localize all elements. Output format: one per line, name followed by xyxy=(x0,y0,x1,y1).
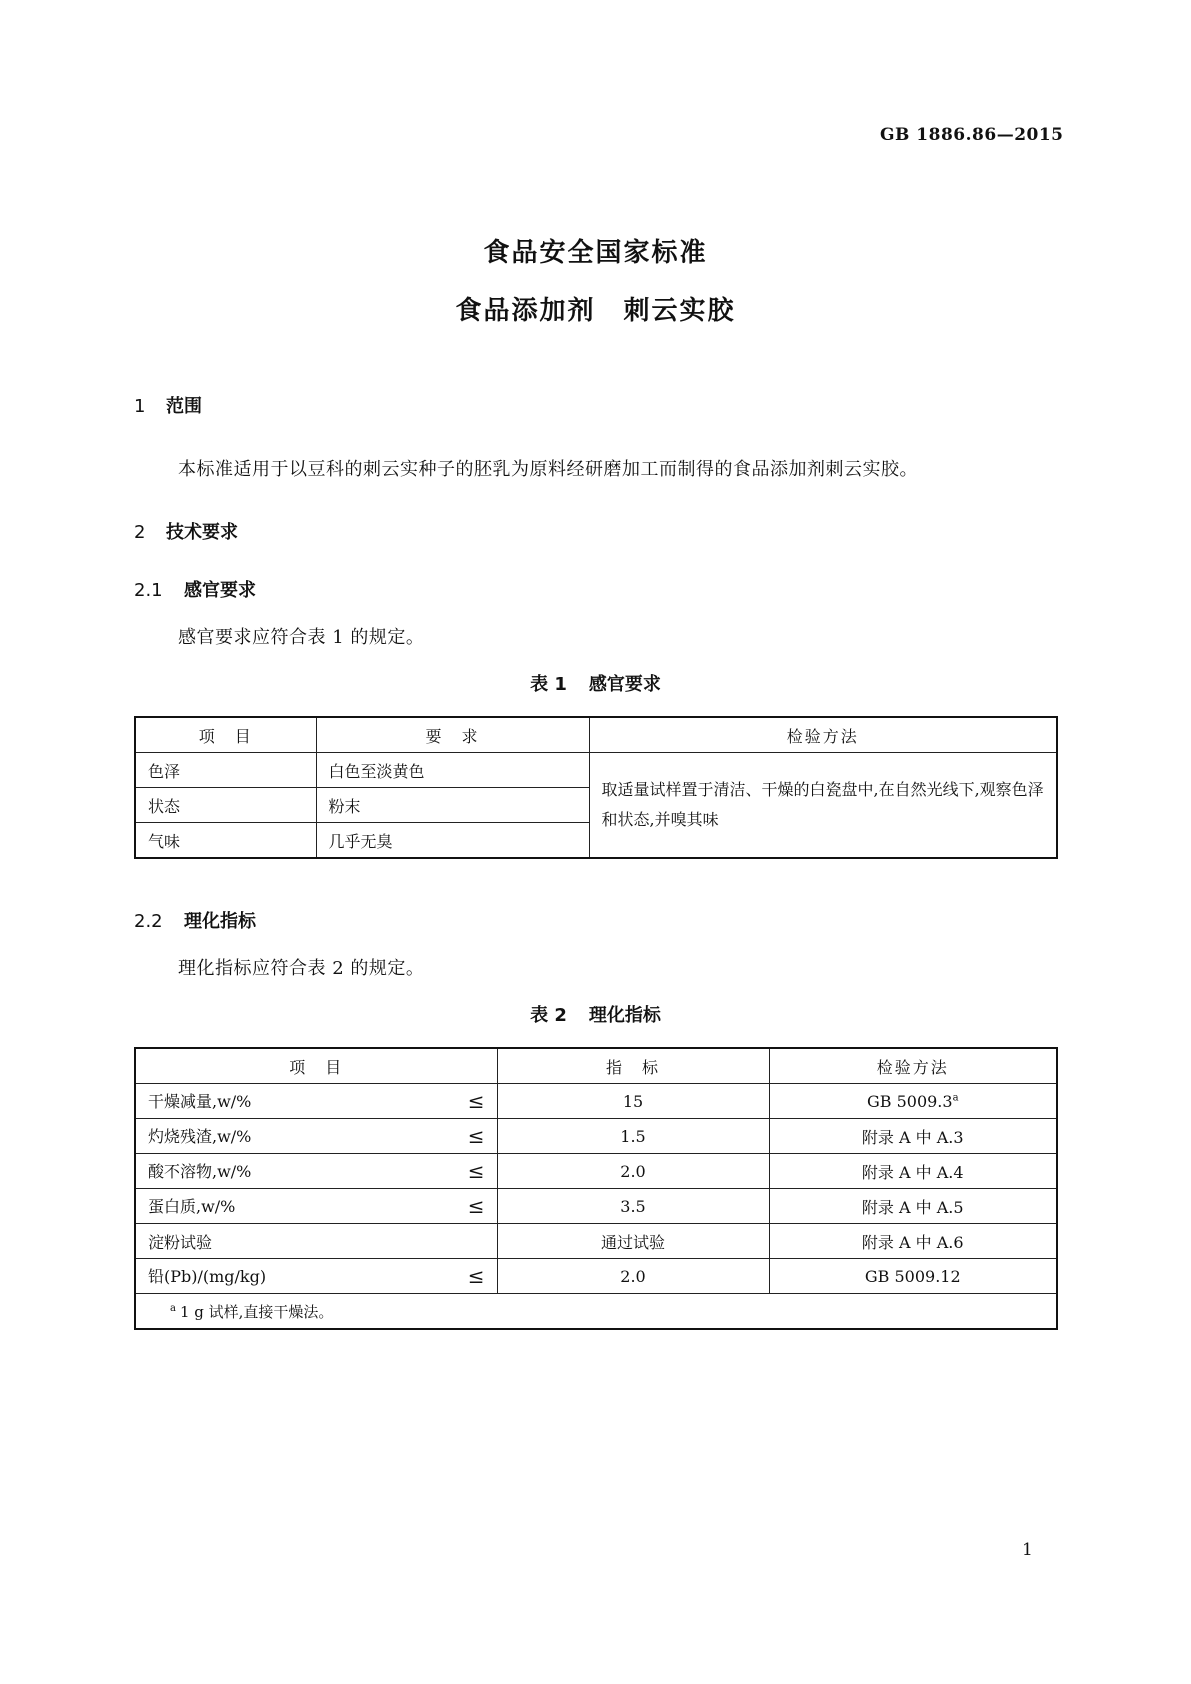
cell-method xyxy=(769,1084,1057,1119)
table-row xyxy=(135,1154,1057,1189)
header-item: 项 目 xyxy=(135,717,316,753)
cell-requirement: 白色至淡黄色 xyxy=(316,753,589,788)
standard-code: GB 1886.86—2015 xyxy=(880,125,1064,145)
section-title: 范围 xyxy=(166,396,202,417)
section-2-1-text: 感官要求应符合表 1 的规定。 xyxy=(178,627,425,648)
document-subtitle: 食品添加剂 刺云实胶 xyxy=(455,296,736,326)
document-title: 食品安全国家标准 xyxy=(483,238,708,268)
item-label: 淀粉试验 xyxy=(148,1232,213,1252)
cell-value: 3.5 xyxy=(497,1189,769,1224)
cell-value: 通过试验 xyxy=(497,1224,769,1259)
table-row xyxy=(135,1259,1057,1294)
item-label: 酸不溶物,w/% xyxy=(148,1162,252,1181)
page-number: 1 xyxy=(1022,1540,1033,1560)
sensory-requirements-table xyxy=(134,716,1058,859)
cell-requirement: 几乎无臭 xyxy=(316,823,589,859)
table-number: 表 2 xyxy=(530,1005,567,1026)
section-2-1-heading xyxy=(134,576,256,602)
header-method: 检验方法 xyxy=(589,717,1057,753)
table-header-row xyxy=(135,717,1057,753)
section-number: 2 xyxy=(134,522,146,543)
table-row xyxy=(135,1189,1057,1224)
cell-item xyxy=(135,1259,497,1294)
physicochemical-indicators-table xyxy=(134,1047,1058,1330)
leq-symbol: ≤ xyxy=(467,1264,485,1288)
leq-symbol: ≤ xyxy=(467,1159,485,1183)
section-2-2-heading xyxy=(134,907,256,933)
cell-value: 1.5 xyxy=(497,1119,769,1154)
table-row xyxy=(135,753,1057,788)
cell-method: 取适量试样置于清洁、干燥的白瓷盘中,在自然光线下,观察色泽和状态,并嗅其味 xyxy=(589,753,1057,859)
header-item: 项 目 xyxy=(135,1048,497,1084)
cell-item xyxy=(135,1224,497,1259)
cell-value: 2.0 xyxy=(497,1154,769,1189)
section-title: 感官要求 xyxy=(184,580,256,601)
cell-item xyxy=(135,1084,497,1119)
cell-item xyxy=(135,1189,497,1224)
item-label: 蛋白质,w/% xyxy=(148,1197,236,1216)
cell-item: 气味 xyxy=(135,823,316,859)
footnote-text: 1 g 试样,直接干燥法。 xyxy=(179,1302,334,1321)
header-method: 检验方法 xyxy=(769,1048,1057,1084)
cell-value: 15 xyxy=(497,1084,769,1119)
table-row xyxy=(135,1224,1057,1259)
cell-item xyxy=(135,1154,497,1189)
cell-method: 附录 A 中 A.4 xyxy=(769,1154,1057,1189)
leq-symbol: ≤ xyxy=(467,1089,485,1113)
table-row xyxy=(135,1119,1057,1154)
section-number: 2.2 xyxy=(134,911,163,932)
item-label: 灼烧残渣,w/% xyxy=(148,1127,252,1146)
section-title: 理化指标 xyxy=(184,911,256,932)
table-title: 感官要求 xyxy=(588,674,661,695)
cell-method: GB 5009.12 xyxy=(769,1259,1057,1294)
leq-symbol: ≤ xyxy=(467,1194,485,1218)
table-header-row xyxy=(135,1048,1057,1084)
header-indicator: 指 标 xyxy=(497,1048,769,1084)
cell-method: 附录 A 中 A.3 xyxy=(769,1119,1057,1154)
header-requirement: 要 求 xyxy=(316,717,589,753)
section-2-2-text: 理化指标应符合表 2 的规定。 xyxy=(178,958,425,979)
cell-item: 色泽 xyxy=(135,753,316,788)
table-title: 理化指标 xyxy=(588,1005,661,1026)
cell-method: 附录 A 中 A.6 xyxy=(769,1224,1057,1259)
section-number: 2.1 xyxy=(134,580,163,601)
table-1-caption xyxy=(0,670,1191,696)
section-1-text: 本标准适用于以豆科的刺云实种子的胚乳为原料经研磨加工而制得的食品添加剂刺云实胶。 xyxy=(178,459,918,480)
method-text: GB 5009.3 xyxy=(866,1091,953,1111)
cell-value: 2.0 xyxy=(497,1259,769,1294)
item-label: 铅(Pb)/(mg/kg) xyxy=(148,1267,267,1286)
table-row xyxy=(135,1084,1057,1119)
section-1-heading xyxy=(134,392,202,418)
footnote-marker: a xyxy=(170,1302,176,1314)
table-2-caption xyxy=(0,1001,1191,1027)
section-title: 技术要求 xyxy=(166,522,238,543)
table-footnote xyxy=(135,1294,1057,1330)
cell-requirement: 粉末 xyxy=(316,788,589,823)
item-label: 干燥减量,w/% xyxy=(148,1092,252,1111)
footnote-marker: a xyxy=(952,1092,959,1104)
section-2-heading xyxy=(134,518,238,544)
cell-item: 状态 xyxy=(135,788,316,823)
cell-method: 附录 A 中 A.5 xyxy=(769,1189,1057,1224)
section-number: 1 xyxy=(134,396,146,417)
table-number: 表 1 xyxy=(530,674,567,695)
table-note-row xyxy=(135,1294,1057,1330)
leq-symbol: ≤ xyxy=(467,1124,485,1148)
cell-item xyxy=(135,1119,497,1154)
